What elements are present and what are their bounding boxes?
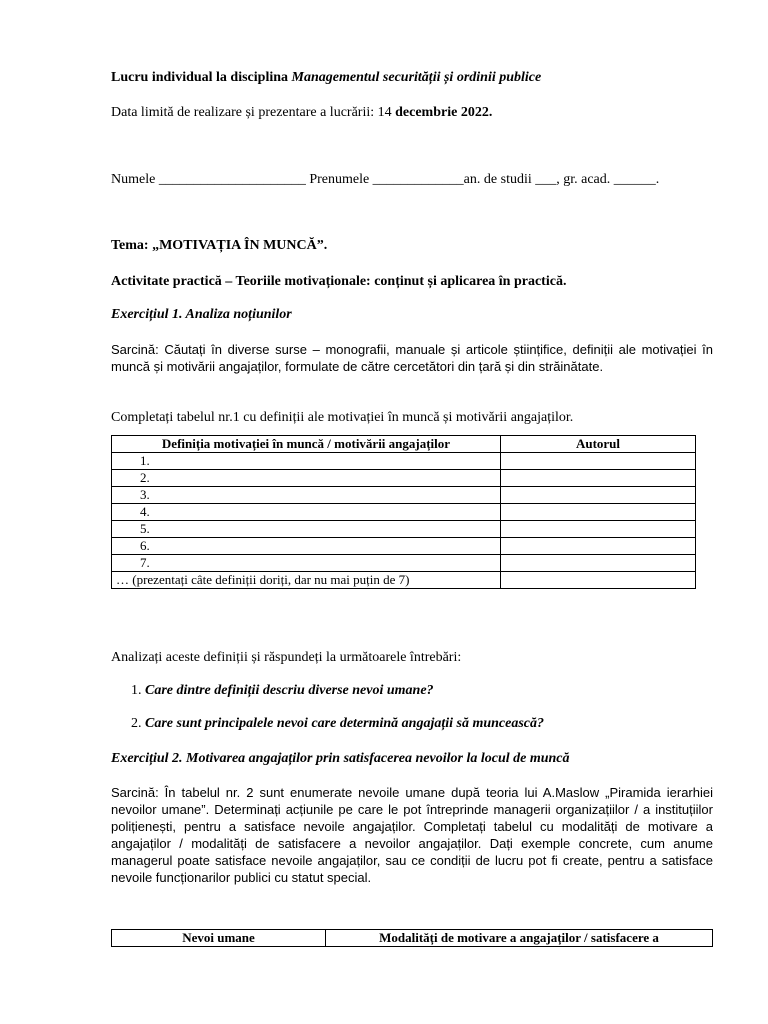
student-info-line: Numele _____________________ Prenumele _____________an. de studii ___, gr. acad. ______. (111, 172, 660, 187)
exercise1-instruction: Completați tabelul nr.1 cu definiții ale motivației în muncă și motivării angajaților. (111, 410, 574, 425)
analyze-instruction: Analizați aceste definiții și răspundeți la următoarele întrebări: (111, 650, 462, 665)
table-row (112, 521, 696, 538)
row-number: 6. (112, 538, 501, 555)
question-number: 2. (131, 716, 145, 731)
table-row (112, 572, 696, 589)
table-row (112, 487, 696, 504)
title-subject: Managementul securității și ordinii publice (291, 70, 542, 85)
row-number: 7. (112, 555, 501, 572)
author-cell[interactable] (501, 572, 696, 589)
row-number: 2. (112, 470, 501, 487)
header-author: Autorul (501, 436, 696, 453)
author-cell[interactable] (501, 538, 696, 555)
theme-title: Tema: „MOTIVAȚIA ÎN MUNCĂ”. (111, 238, 328, 253)
header-motivation: Modalități de motivare a angajaților / satisfacere a (326, 930, 713, 947)
deadline-prefix: Data limită de realizare și prezentare a lucrării: 14 (111, 105, 396, 120)
author-cell[interactable] (501, 555, 696, 572)
table-header-row (112, 436, 696, 453)
table-header-row (112, 930, 713, 947)
author-cell[interactable] (501, 453, 696, 470)
header-definition: Definiția motivației în muncă / motivării angajaților (112, 436, 501, 453)
table-row (112, 555, 696, 572)
exercise1-task: Sarcină: Căutați în diverse surse – monografii, manuale și articole științifice, definiții ale motivației în muncă și motivării angajaților, formulate de către cercetători din țară și din străinătate. (111, 342, 713, 374)
exercise1-title: Exercițiul 1. Analiza noțiunilor (111, 307, 292, 322)
question-2 (131, 716, 544, 732)
table-row (112, 538, 696, 555)
activity-title: Activitate practică – Teoriile motivaționale: conținut și aplicarea în practică. (111, 274, 567, 289)
table-row (112, 470, 696, 487)
header-needs: Nevoi umane (112, 930, 326, 947)
question-number: 1. (131, 683, 145, 698)
row-number: 1. (112, 453, 501, 470)
table-row (112, 504, 696, 521)
title-prefix: Lucru individual la disciplina (111, 70, 292, 85)
deadline (111, 105, 492, 121)
question-1 (131, 683, 434, 699)
exercise2-title: Exercițiul 2. Motivarea angajaților prin satisfacerea nevoilor la locul de muncă (111, 751, 570, 766)
author-cell[interactable] (501, 470, 696, 487)
table-row (112, 453, 696, 470)
exercise2-task: Sarcină: În tabelul nr. 2 sunt enumerate nevoile umane după teoria lui A.Maslow „Piramida ierarhiei nevoilor umane”. Determinați acțiunile pe care le pot întreprinde managerii organizațiilor / a instituțiilor polițienești, pentru a satisface nevoile angajaților. Completați tabelul cu modalități de motivare a angajaților / modalități de satisfacere a nevoilor angajaților. Dați exemple concrete, cum anume managerul poate satisface nevoile angajaților, sau ce condiții de lucru pot fi create, pentru a satisface nevoile funcționarilor publici cu statut special. (111, 785, 713, 885)
author-cell[interactable] (501, 504, 696, 521)
needs-table (111, 929, 713, 947)
question-text: Care sunt principalele nevoi care determină angajații să muncească? (145, 716, 544, 731)
author-cell[interactable] (501, 521, 696, 538)
question-text: Care dintre definiții descriu diverse nevoi umane? (145, 683, 434, 698)
definitions-table (111, 435, 696, 589)
deadline-date: decembrie 2022. (395, 105, 493, 120)
table-note: … (prezentați câte definiții doriți, dar nu mai puțin de 7) (112, 572, 501, 589)
row-number: 4. (112, 504, 501, 521)
document-title (111, 70, 541, 86)
row-number: 3. (112, 487, 501, 504)
row-number: 5. (112, 521, 501, 538)
author-cell[interactable] (501, 487, 696, 504)
